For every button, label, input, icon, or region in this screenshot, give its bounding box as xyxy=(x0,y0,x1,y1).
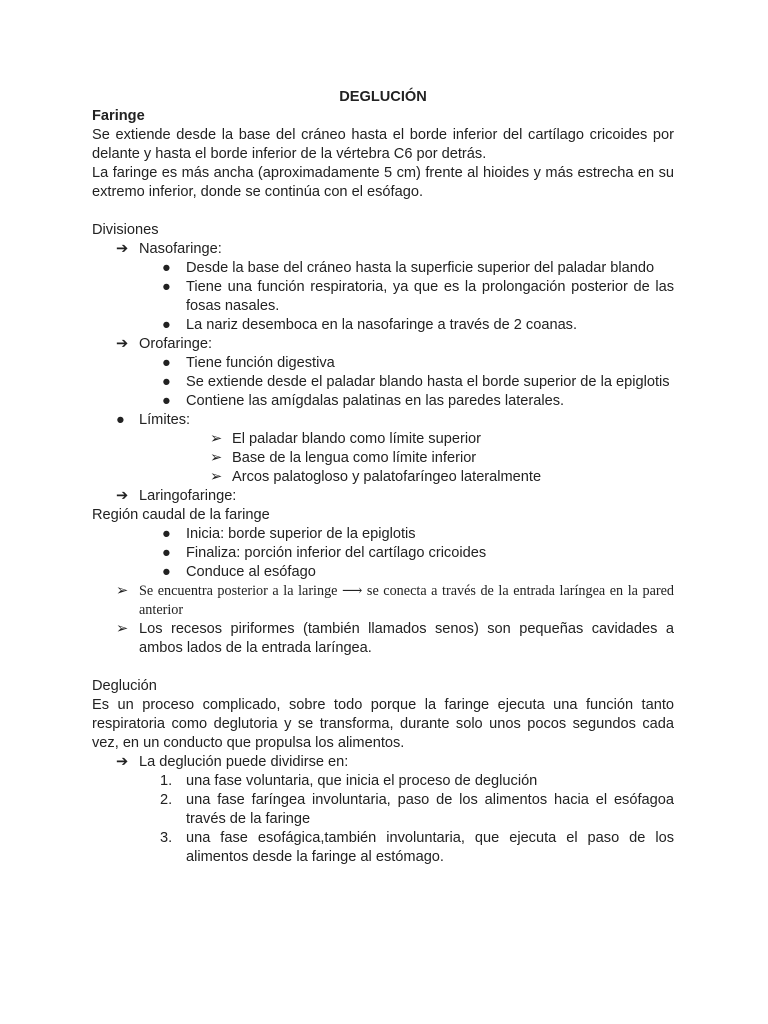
list-item-text: Contiene las amígdalas palatinas en las paredes laterales. xyxy=(186,393,565,409)
list-item-text: Se encuentra posterior a la laringe ⟶ se conecta a través de la entrada laríngea en la pared anterior xyxy=(139,583,674,618)
list-item-text: El paladar blando como límite superior xyxy=(232,431,482,447)
list-item-text: una fase voluntaria, que inicia el proceso de deglución xyxy=(186,773,538,789)
list-item-text: Tiene una función respiratoria, ya que es la prolongación posterior de las fosas nasales. xyxy=(186,279,674,314)
list-item xyxy=(92,430,674,449)
list-item-note xyxy=(92,582,674,620)
list-item xyxy=(92,259,674,278)
arrowhead-bullet-icon: ➢ xyxy=(116,621,129,637)
list-item-text: Inicia: borde superior de la epiglotis xyxy=(186,526,416,542)
list-item-text: Tiene función digestiva xyxy=(186,355,335,371)
list-item xyxy=(92,316,674,335)
arrowhead-bullet-icon: ➢ xyxy=(116,583,129,599)
section-heading-divisiones: Divisiones xyxy=(92,222,159,238)
section-heading-deglucion: Deglución xyxy=(92,678,157,694)
list-item-laringofaringe xyxy=(92,487,674,506)
list-item xyxy=(92,544,674,563)
list-item xyxy=(92,278,674,316)
list-item xyxy=(92,753,674,772)
list-item-orofaringe xyxy=(92,335,674,354)
spacer xyxy=(92,658,674,677)
bullet-icon: ● xyxy=(162,526,171,542)
list-item-text: Conduce al esófago xyxy=(186,564,316,580)
paragraph: Es un proceso complicado, sobre todo porque la faringe ejecuta una función tanto respiratoria como deglutoria y se transforma, durante solo unos pocos segundos cada vez, en un conducto que propulsa los alimentos. xyxy=(92,697,674,751)
item-number: 2. xyxy=(160,792,173,808)
list-item-text: Se extiende desde el paladar blando hasta el borde superior de la epiglotis xyxy=(186,374,670,390)
arrow-bullet-icon: ➔ xyxy=(116,241,129,257)
bullet-icon: ● xyxy=(162,279,171,295)
arrowhead-bullet-icon: ➢ xyxy=(210,431,223,447)
list-item xyxy=(92,449,674,468)
item-number: 1. xyxy=(160,773,173,789)
list-item xyxy=(92,468,674,487)
spacer xyxy=(92,202,674,221)
bullet-icon: ● xyxy=(162,374,171,390)
bullet-icon: ● xyxy=(162,317,171,333)
list-item-text: Arcos palatogloso y palatofaríngeo lateralmente xyxy=(232,469,542,485)
arrow-bullet-icon: ➔ xyxy=(116,754,129,770)
list-item-text: una fase esofágica,también involuntaria, que ejecuta el paso de los alimentos desde la faringe al estómago. xyxy=(186,830,674,865)
list-item-label: Nasofaringe: xyxy=(139,241,222,257)
list-item-text: La nariz desemboca en la nasofaringe a través de 2 coanas. xyxy=(186,317,578,333)
list-item-label: Orofaringe: xyxy=(139,336,213,352)
list-item-limites xyxy=(92,411,674,430)
paragraph: La faringe es más ancha (aproximadamente 5 cm) frente al hioides y más estrecha en su extremo inferior, donde se continúa con el esófago. xyxy=(92,165,674,200)
arrowhead-bullet-icon: ➢ xyxy=(210,469,223,485)
numbered-item xyxy=(92,772,674,791)
section-heading-faringe: Faringe xyxy=(92,108,145,124)
list-item-text: Base de la lengua como límite inferior xyxy=(232,450,477,466)
numbered-item xyxy=(92,791,674,829)
numbered-item xyxy=(92,829,674,867)
document-title: DEGLUCIÓN xyxy=(339,89,427,105)
document-page xyxy=(92,88,674,867)
arrow-bullet-icon: ➔ xyxy=(116,336,129,352)
list-item-text: una fase faríngea involuntaria, paso de los alimentos hacia el esófagoa través de la faringe xyxy=(186,792,674,827)
list-item-label: Laringofaringe: xyxy=(139,488,237,504)
bullet-icon: ● xyxy=(162,564,171,580)
list-item xyxy=(92,392,674,411)
paragraph: Se extiende desde la base del cráneo hasta el borde inferior del cartílago cricoides por delante y hasta el borde inferior de la vértebra C6 por detrás. xyxy=(92,127,674,162)
list-item-text: Los recesos piriformes (también llamados senos) son pequeñas cavidades a ambos lados de la entrada laríngea. xyxy=(139,621,674,656)
list-item xyxy=(92,525,674,544)
arrowhead-bullet-icon: ➢ xyxy=(210,450,223,466)
list-item xyxy=(92,373,674,392)
region-text: Región caudal de la faringe xyxy=(92,507,270,523)
arrow-bullet-icon: ➔ xyxy=(116,488,129,504)
bullet-icon: ● xyxy=(162,545,171,561)
list-item-label: Límites: xyxy=(139,412,191,428)
bullet-icon: ● xyxy=(162,355,171,371)
list-item xyxy=(92,563,674,582)
list-item-note xyxy=(92,620,674,658)
list-item-text: Desde la base del cráneo hasta la superficie superior del paladar blando xyxy=(186,260,655,276)
list-item-text: Finaliza: porción inferior del cartílago cricoides xyxy=(186,545,487,561)
bullet-icon: ● xyxy=(116,412,125,428)
bullet-icon: ● xyxy=(162,393,171,409)
bullet-icon: ● xyxy=(162,260,171,276)
item-number: 3. xyxy=(160,830,173,846)
list-item xyxy=(92,354,674,373)
list-item-text: La deglución puede dividirse en: xyxy=(139,754,349,770)
list-item-nasofaringe xyxy=(92,240,674,259)
